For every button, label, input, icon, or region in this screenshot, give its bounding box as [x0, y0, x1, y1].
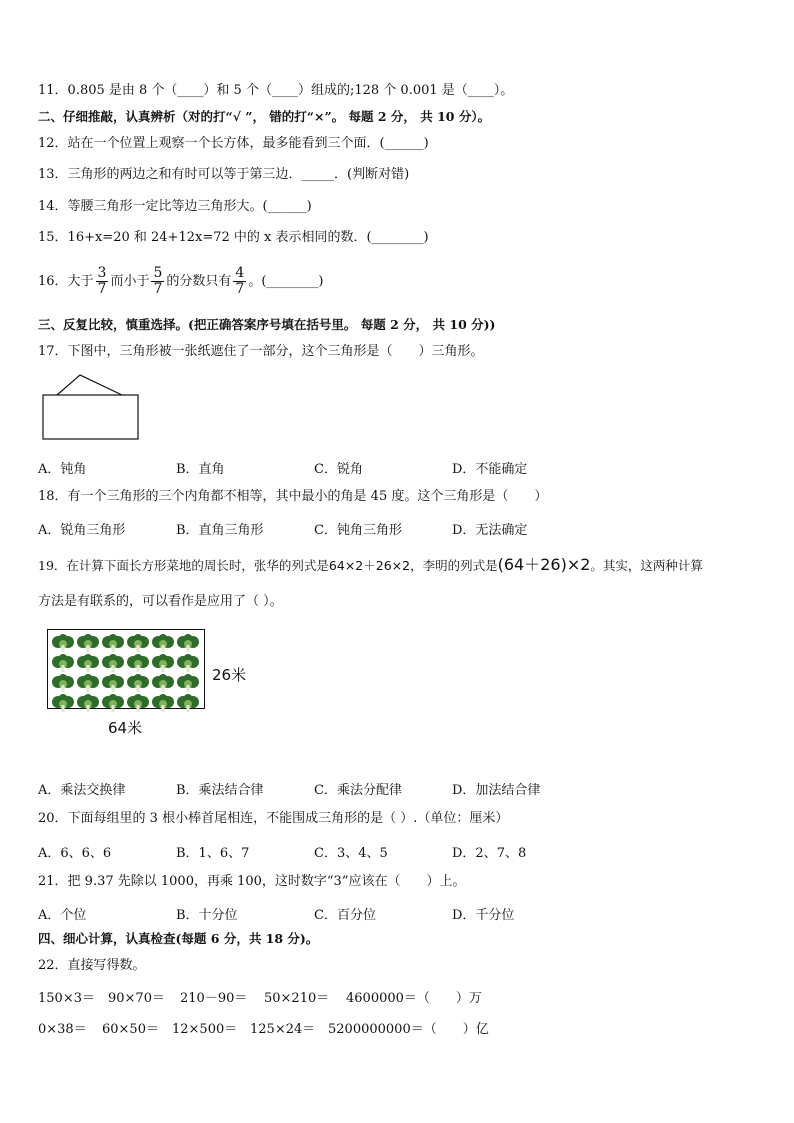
- cabbage-icon: [127, 674, 149, 692]
- calc-90x70: 90×70＝: [108, 991, 165, 1006]
- height-label: 26米: [212, 666, 247, 684]
- q19-expression-1: 64×2＋26×2: [328, 558, 411, 573]
- question-14: 14．等腰三角形一定比等边三角形大。(______): [38, 199, 312, 214]
- calc-0x38: 0×38＝: [38, 1022, 87, 1037]
- cabbage-icon: [102, 654, 124, 672]
- q16-prefix: 16．大于: [38, 274, 94, 289]
- q17-option-a[interactable]: A．钝角: [38, 462, 87, 477]
- q17-option-b[interactable]: B．直角: [176, 462, 225, 477]
- fraction-4-7: [233, 266, 246, 297]
- q19-option-b[interactable]: B．乘法结合律: [176, 783, 264, 798]
- section-3-heading: 三、反复比较，慎重选择。(把正确答案序号填在括号里。 每题 2 分， 共 10 分)): [38, 317, 496, 332]
- triangle-visible-edges: [57, 375, 122, 395]
- q19-option-d[interactable]: D．加法结合律: [452, 783, 541, 798]
- cabbage-icon: [127, 654, 149, 672]
- question-12: 12．站在一个位置上观察一个长方体，最多能看到三个面．(______): [38, 136, 429, 151]
- fraction-denominator: 7: [97, 281, 107, 297]
- calc-4600000-wan: 4600000＝（ ）万: [346, 991, 482, 1006]
- q20-option-d[interactable]: D．2、7、8: [452, 846, 527, 861]
- fraction-numerator: 3: [97, 265, 107, 281]
- cabbage-icon: [77, 694, 99, 712]
- cabbage-icon: [52, 674, 74, 692]
- q17-option-c[interactable]: C．锐角: [314, 462, 363, 477]
- q21-option-d[interactable]: D．千分位: [452, 908, 515, 923]
- q21-option-b[interactable]: B．十分位: [176, 908, 238, 923]
- section-2-heading: 二、仔细推敲，认真辨析（对的打“√ ”， 错的打“×”。 每题 2 分， 共 10 分）。: [38, 109, 491, 124]
- q20-option-c[interactable]: C．3、4、5: [314, 846, 388, 861]
- calc-150x3: 150×3＝: [38, 991, 95, 1006]
- calc-60x50: 60×50＝: [102, 1022, 159, 1037]
- question-20: 20．下面每组里的 3 根小棒首尾相连，不能围成三角形的是（ ）.（单位：厘米）: [38, 811, 509, 826]
- q19-option-a[interactable]: A．乘法交换律: [38, 783, 126, 798]
- cabbage-icon: [77, 674, 99, 692]
- cabbage-icon: [152, 694, 174, 712]
- question-13: 13．三角形的两边之和有时可以等于第三边．_____．(判断对错): [38, 167, 410, 182]
- width-label: 64米: [108, 719, 143, 737]
- calc-210-90: 210－90＝: [180, 991, 248, 1006]
- fraction-denominator: 7: [235, 281, 245, 297]
- cabbage-icon: [102, 674, 124, 692]
- question-11: 11．0.805 是由 8 个（____）和 5 个（____）组成的;128 个 0.001 是（____）。: [38, 83, 514, 98]
- cabbage-icon: [177, 694, 199, 712]
- q17-option-d[interactable]: D．不能确定: [452, 462, 528, 477]
- q20-options: [38, 842, 598, 860]
- q18-option-c[interactable]: C．钝角三角形: [314, 523, 402, 538]
- fraction-numerator: 5: [153, 265, 163, 281]
- calc-50x210: 50×210＝: [264, 991, 330, 1006]
- cabbage-icon: [77, 654, 99, 672]
- q21-option-c[interactable]: C．百分位: [314, 908, 376, 923]
- cabbage-grid: [52, 634, 201, 712]
- question-18: 18．有一个三角形的三个内角都不相等，其中最小的角是 45 度。这个三角形是（ ）: [38, 489, 548, 504]
- cabbage-icon: [152, 634, 174, 652]
- fraction-5-7: [151, 266, 164, 297]
- question-17: 17．下图中，三角形被一张纸遮住了一部分，这个三角形是（ ）三角形。: [38, 344, 484, 359]
- question-19-line1: [38, 556, 703, 575]
- cabbage-icon: [52, 634, 74, 652]
- q21-options: [38, 904, 598, 922]
- q19-stem-c: 。其实，这两种计算: [590, 558, 703, 573]
- q16-suffix: 。(________): [248, 274, 324, 289]
- fraction-3-7: [96, 266, 109, 297]
- cabbage-icon: [177, 674, 199, 692]
- q19-options: [38, 779, 598, 797]
- question-21: 21．把 9.37 先除以 1000，再乘 100，这时数字“3”应该在（ ）上。: [38, 874, 466, 889]
- covered-triangle-figure: [40, 372, 142, 442]
- cabbage-icon: [177, 634, 199, 652]
- q19-expression-2: (64＋26)×2: [497, 555, 591, 574]
- question-22: 22．直接写得数。: [38, 958, 146, 973]
- q18-option-d[interactable]: D．无法确定: [452, 523, 528, 538]
- cabbage-icon: [127, 694, 149, 712]
- q16-mid2: 的分数只有: [166, 274, 232, 289]
- q18-option-b[interactable]: B．直角三角形: [176, 523, 264, 538]
- cabbage-icon: [77, 634, 99, 652]
- fraction-numerator: 4: [235, 265, 245, 281]
- cabbage-icon: [177, 654, 199, 672]
- cabbage-icon: [52, 694, 74, 712]
- cabbage-icon: [102, 634, 124, 652]
- question-19-line2: 方法是有联系的，可以看作是应用了（ ）。: [38, 594, 283, 609]
- calc-12x500: 12×500＝: [172, 1022, 238, 1037]
- q19-stem-a: 19．在计算下面长方形菜地的周长时，张华的列式是: [38, 558, 329, 573]
- q20-option-b[interactable]: B．1、6、7: [176, 846, 250, 861]
- q18-option-a[interactable]: A．锐角三角形: [38, 523, 126, 538]
- q19-stem-b: ，李明的列式是: [410, 558, 498, 573]
- q19-option-c[interactable]: C．乘法分配律: [314, 783, 402, 798]
- q21-option-a[interactable]: A．个位: [38, 908, 87, 923]
- fraction-denominator: 7: [153, 281, 163, 297]
- cabbage-icon: [102, 694, 124, 712]
- q20-option-a[interactable]: A．6、6、6: [38, 846, 112, 861]
- q16-mid: 而小于: [110, 274, 150, 289]
- covering-paper: [43, 395, 138, 439]
- q18-options: [38, 519, 598, 537]
- section-4-heading: 四、细心计算，认真检查(每题 6 分，共 18 分)。: [38, 931, 319, 946]
- question-15: 15．16+x=20 和 24+12x=72 中的 x 表示相同的数．(________): [38, 230, 429, 245]
- cabbage-icon: [152, 674, 174, 692]
- q17-options: [38, 458, 598, 476]
- cabbage-icon: [52, 654, 74, 672]
- cabbage-icon: [127, 634, 149, 652]
- calc-5200000000-yi: 5200000000＝（ ）亿: [328, 1022, 489, 1037]
- calc-125x24: 125×24＝: [250, 1022, 316, 1037]
- cabbage-icon: [152, 654, 174, 672]
- question-16: [38, 264, 324, 300]
